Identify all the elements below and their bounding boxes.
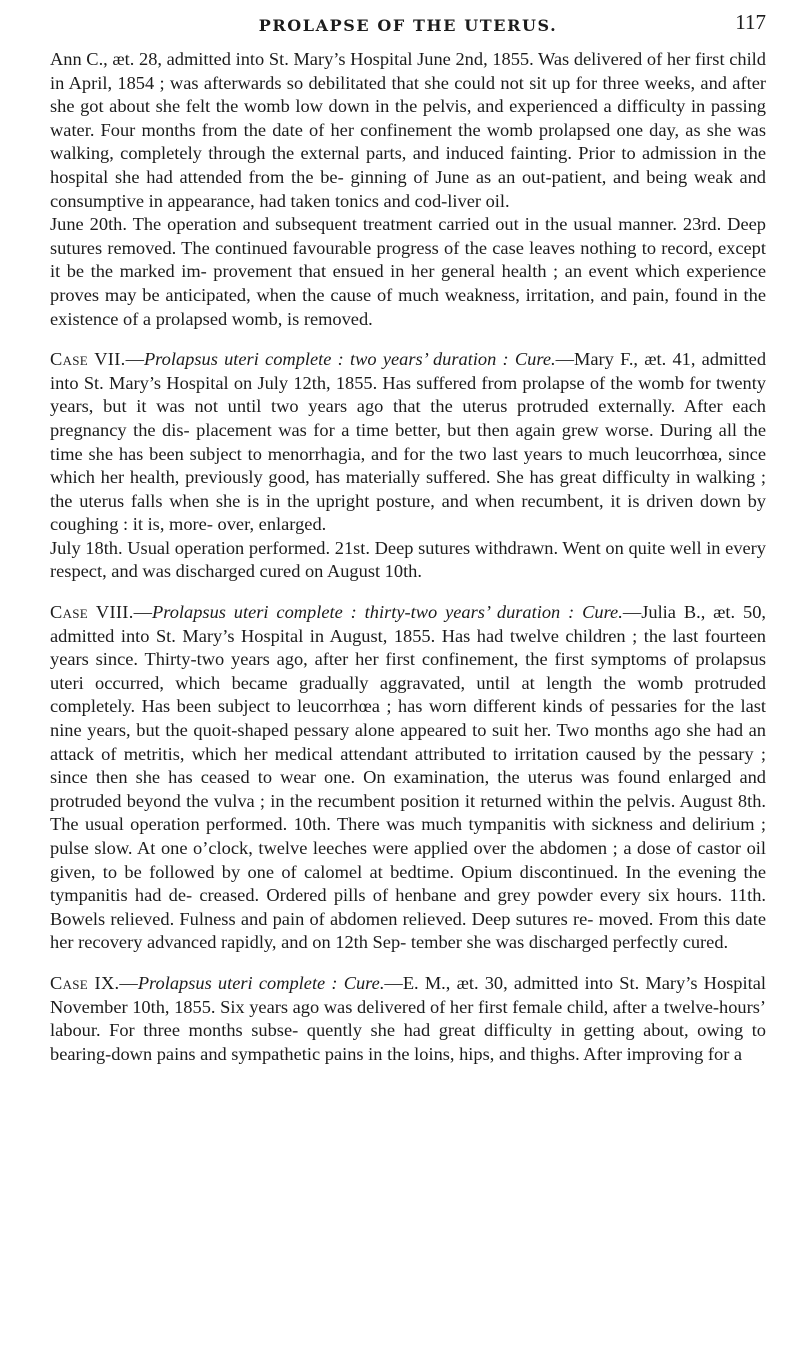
case-ix-paragraph: Case IX.—Prolapsus uteri complete : Cure.—E. M., æt. 30, admitted into St. Mary’s Hospital November 10th, 1855. Six years ago was delivered of her first female child, after a twelve-hours’ labour. For three months subse- quently she had great difficulty in getting about, owing to bearing-down pains and sympathetic pains in the loins, hips, and thighs. After improving for a (50, 972, 766, 1064)
case-text: Julia B., æt. 50, admitted into St. Mary’s Hospital in August, 1855. Has had twelve children ; the last fourteen years since. Thirty-two years ago, after her first confinement, the first symptoms of prolapsus uteri occurred, which became gradually aggravated, until at length the womb protruded completely. Has been subject to leucorrhœa ; has worn different kinds of pessaries for the last nine years, but the quoit-shaped pessary alone appeared to suit her. Two months ago she had an attack of metritis, which her medical attendant attributed to irritation caused by the pessary ; since then she has ceased to wear one. On examination, the uterus was found enlarged and protruded beyond the vulva ; in the recumbent position it returned within the pelvis. August 8th. The usual operation performed. 10th. There was much tympanitis with sickness and delirium ; pulse slow. At one o’clock, twelve leeches were applied over the abdomen ; a dose of castor oil given, to be followed by one of calomel at bedtime. Opium discontinued. In the evening the tympanitis had de- creased. Ordered pills of henbane and grey powder every six hours. 11th. Bowels relieved. Fulness and pain of abdomen relieved. Deep sutures re- moved. From this date her recovery advanced rapidly, and on 12th Sep- tember she was discharged perfectly cured. (50, 602, 767, 953)
running-header (50, 8, 766, 48)
case-title: Prolapsus uteri complete : Cure. (137, 972, 385, 993)
page-number: 117 (735, 10, 766, 34)
paragraph-ann-c-admission (50, 48, 766, 213)
paragraph-text: July 18th. Usual operation performed. 21st. Deep sutures withdrawn. Went on quite well in every respect, and was discharged cured on August 10th. (50, 537, 766, 582)
case-label: Case VIII. (50, 602, 134, 623)
case-title: Prolapsus uteri complete : thirty-two years’ duration : Cure. (152, 602, 623, 623)
case-title: Prolapsus uteri complete : two years’ duration : Cure. (143, 349, 556, 370)
case-viii-paragraph: Case VIII.—Prolapsus uteri complete : thirty-two years’ duration : Cure.—Julia B., æt. 50, admitted into St. Mary’s Hospital in August, 1855. Has had twelve children ; the last fourteen years since. Thirty-two years ago, after her first confinement, the first symptoms of prolapsus uteri occurred, which became gradually aggravated, until at length the womb protruded completely. Has been subject to leucorrhœa ; has worn different kinds of pessaries for the last nine years, but the quoit-shaped pessary alone appeared to suit her. Two months ago she had an attack of metritis, which her medical attendant attributed to irritation caused by the pessary ; since then she has ceased to wear one. On examination, the uterus was found enlarged and protruded beyond the vulva ; in the recumbent position it returned within the pelvis. August 8th. The usual operation performed. 10th. There was much tympanitis with sickness and delirium ; pulse slow. At one o’clock, twelve leeches were applied over the abdomen ; a dose of castor oil given, to be followed by one of calomel at bedtime. Opium discontinued. In the evening the tympanitis had de- creased. Ordered pills of henbane and grey powder every six hours. 11th. Bowels relieved. Fulness and pain of abdomen relieved. Deep sutures re- moved. From this date her recovery advanced rapidly, and on 12th Sep- tember she was discharged perfectly cured. (50, 602, 767, 953)
paragraph-text: Ann C., æt. 28, admitted into St. Mary’s Hospital June 2nd, 1855. Was delivered of her first child in April, 1854 ; was afterwards so debilitated that she could not sit up for three weeks, and after she got about she felt the womb low down in the pelvis, and experienced a difficulty in passing water. Four months from the date of her confinement the womb prolapsed one day, as she was walking, completely through the external parts, and induced fainting. Prior to admission in the hospital she had attended from the be- ginning of June as an out-patient, and being weak and consumptive in appearance, had taken tonics and cod-liver oil. (50, 49, 766, 211)
case-text: E. M., æt. 30, admitted into St. Mary’s Hospital November 10th, 1855. Six years ago was delivered of her first female child, after a twelve-hours’ labour. For three months subse- quently she had great difficulty in getting about, owing to bearing-down pains and sympathetic pains in the loins, hips, and thighs. After improving for a (50, 972, 766, 1064)
case-label: Case IX. (50, 972, 120, 993)
paragraph-ann-c-operation (50, 213, 766, 331)
case-text: Mary F., æt. 41, admitted into St. Mary’s Hospital on July 12th, 1855. Has suffered from prolapse of the womb for twenty years, but it was not until two years ago that the uterus protruded externally. After each pregnancy the dis- placement was for a time better, but then again grew worse. During all the time she has been subject to menorrhagia, and for the two last years to much leucorrhœa, since which her health, previously good, has materially suffered. She has great difficulty in walking ; the uterus falls when she is in the upright posture, and when recumbent, it is driven down by coughing : it is, more- over, enlarged. (50, 349, 767, 535)
case-vii-paragraph: Case VII.—Prolapsus uteri complete : two years’ duration : Cure.—Mary F., æt. 41, admitted into St. Mary’s Hospital on July 12th, 1855. Has suffered from prolapse of the womb for twenty years, but it was not until two years ago that the uterus protruded externally. After each pregnancy the dis- placement was for a time better, but then again grew worse. During all the time she has been subject to menorrhagia, and for the two last years to much leucorrhœa, since which her health, previously good, has materially suffered. She has great difficulty in walking ; the uterus falls when she is in the upright posture, and when recumbent, it is driven down by coughing : it is, more- over, enlarged. (50, 349, 767, 535)
paragraph-text: June 20th. The operation and subsequent treatment carried out in the usual manner. 23rd. Deep sutures removed. The continued favourable progress of the case leaves nothing to record, except it be the marked im- provement that ensued in her general health ; an event which experience proves may be anticipated, when the cause of much weakness, irritation, and pain, found in the existence of a prolapsed womb, is removed. (50, 214, 766, 329)
running-title: PROLAPSE OF THE UTERUS. (258, 16, 558, 35)
case-label: Case VII. (50, 349, 126, 370)
case-vii-followup (50, 537, 766, 584)
